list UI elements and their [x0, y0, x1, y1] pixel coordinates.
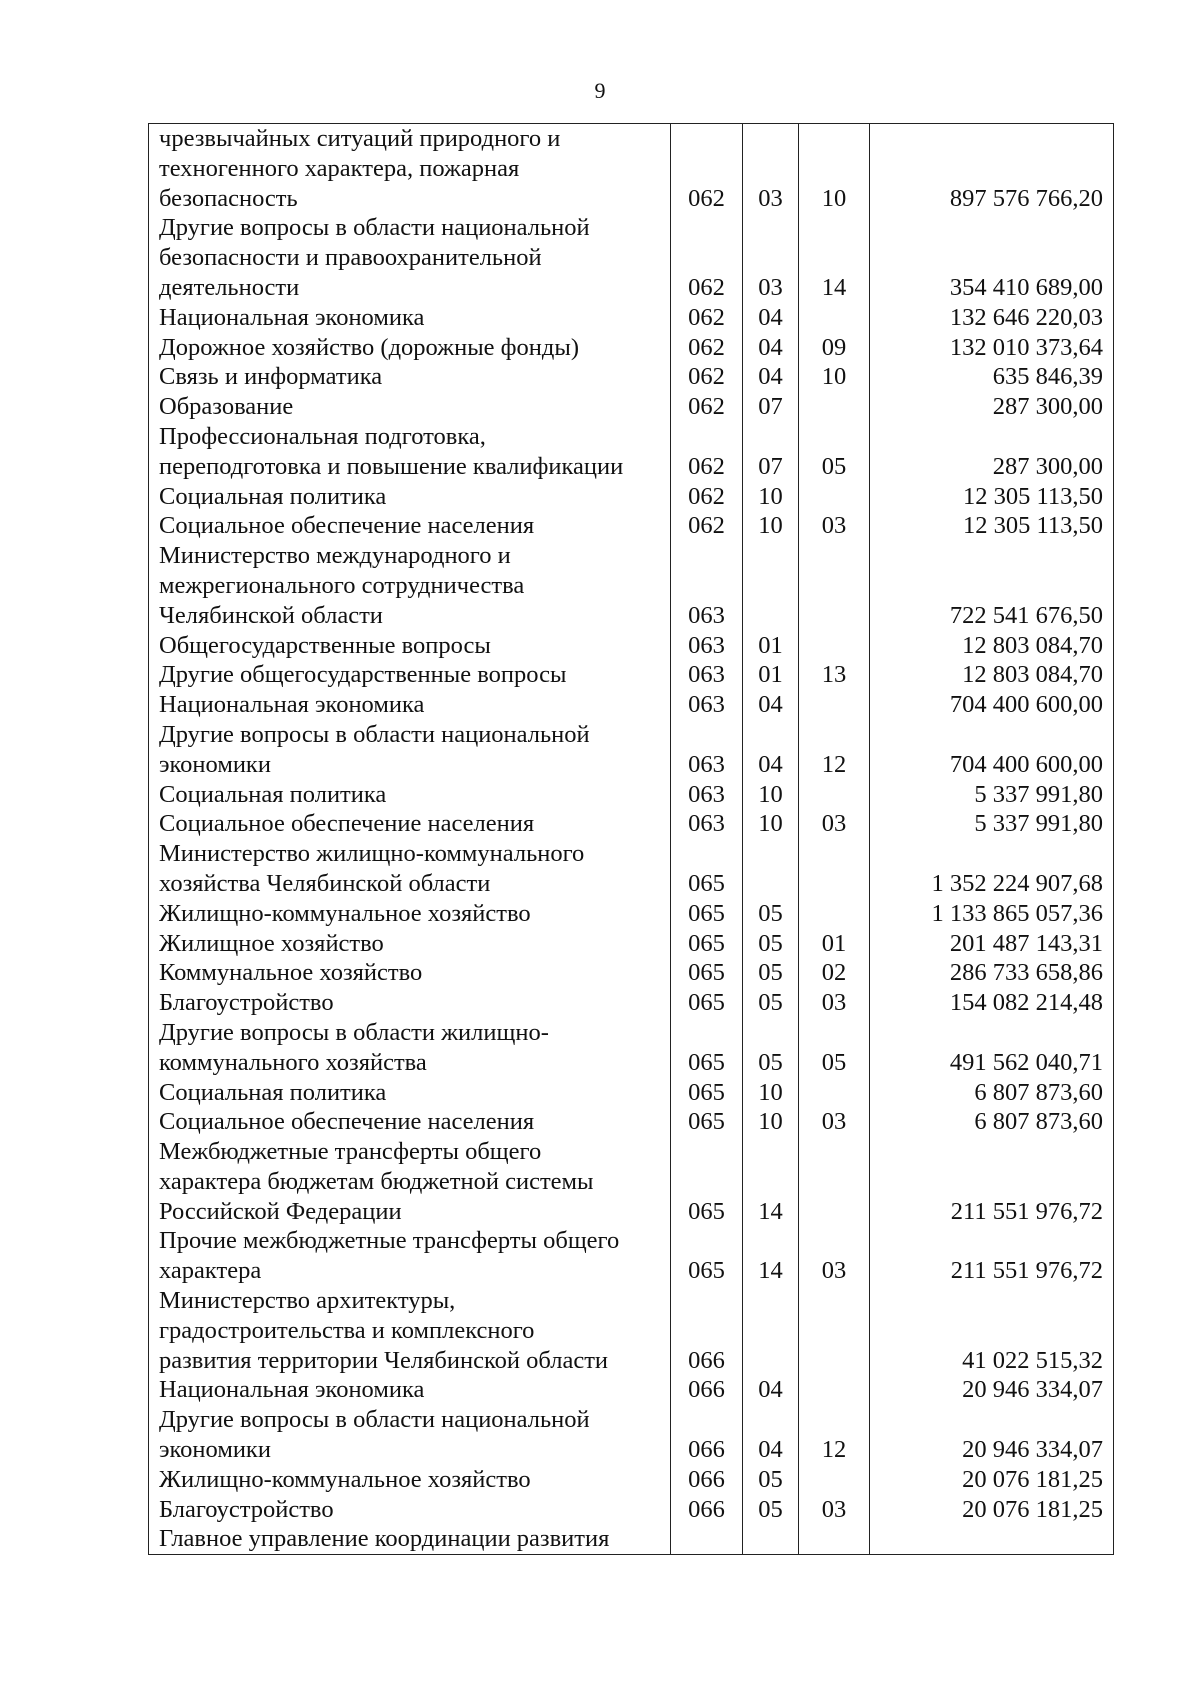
row-name-line: безопасности и правоохранительной: [159, 244, 542, 272]
row-code-cell: 065: [671, 958, 743, 988]
row-amount-cell: 722 541 676,50: [870, 541, 1114, 630]
row-name-line: Министерство архитектуры,: [159, 1287, 456, 1315]
table-row: [149, 1286, 1114, 1375]
table-row: [149, 780, 1114, 810]
row-section-cell: 05: [743, 958, 799, 988]
row-amount-cell: 154 082 214,48: [870, 988, 1114, 1018]
table-row: [149, 362, 1114, 392]
row-name-cell: [149, 541, 671, 630]
row-section-cell: 05: [743, 988, 799, 1018]
row-subsection-cell: [799, 899, 870, 929]
row-section-cell: 01: [743, 660, 799, 690]
row-name-line: Главное управление координации развития: [159, 1525, 610, 1553]
table-row: [149, 511, 1114, 541]
row-name-cell: [149, 780, 671, 810]
table-row: [149, 422, 1114, 482]
table-row: [149, 1375, 1114, 1405]
row-section-cell: 05: [743, 1465, 799, 1495]
table-row: [149, 303, 1114, 333]
row-name-cell: [149, 660, 671, 690]
row-name-cell: [149, 1286, 671, 1375]
row-name-cell: [149, 929, 671, 959]
row-name-line: экономики: [159, 750, 271, 778]
row-subsection-cell: [799, 780, 870, 810]
row-name-line: Социальное обеспечение населения: [159, 512, 535, 540]
row-name-line: Другие вопросы в области жилищно-: [159, 1018, 549, 1046]
row-amount-cell: 287 300,00: [870, 392, 1114, 422]
row-name-line: межрегионального сотрудничества: [159, 571, 525, 599]
row-name-cell: [149, 392, 671, 422]
row-code-cell: 063: [671, 541, 743, 630]
row-section-cell: [743, 541, 799, 630]
row-subsection-cell: [799, 1524, 870, 1554]
row-subsection-cell: 03: [799, 988, 870, 1018]
row-amount-cell: 41 022 515,32: [870, 1286, 1114, 1375]
row-section-cell: 04: [743, 1375, 799, 1405]
row-section-cell: 03: [743, 213, 799, 302]
row-subsection-cell: 03: [799, 1107, 870, 1137]
row-name-line: Другие вопросы в области национальной: [159, 214, 590, 242]
row-section-cell: 04: [743, 720, 799, 780]
row-name-line: Связь и информатика: [159, 363, 383, 391]
row-name-line: Благоустройство: [159, 1495, 334, 1523]
row-amount-cell: 20 946 334,07: [870, 1375, 1114, 1405]
row-section-cell: [743, 1524, 799, 1554]
row-amount-cell: 491 562 040,71: [870, 1018, 1114, 1078]
row-name-cell: [149, 124, 671, 214]
row-amount-cell: 1 133 865 057,36: [870, 899, 1114, 929]
row-name-cell: [149, 303, 671, 333]
row-name-line: Межбюджетные трансферты общего: [159, 1138, 542, 1166]
table-row: [149, 124, 1114, 214]
row-name-cell: [149, 422, 671, 482]
row-section-cell: 05: [743, 899, 799, 929]
row-subsection-cell: 05: [799, 422, 870, 482]
row-name-cell: [149, 1405, 671, 1465]
row-name-line: деятельности: [159, 273, 300, 301]
row-name-line: переподготовка и повышение квалификации: [159, 452, 624, 480]
row-amount-cell: 132 010 373,64: [870, 333, 1114, 363]
table-row: [149, 988, 1114, 1018]
row-code-cell: 062: [671, 213, 743, 302]
row-section-cell: 01: [743, 631, 799, 661]
row-amount-cell: 1 352 224 907,68: [870, 839, 1114, 899]
row-amount-cell: 704 400 600,00: [870, 690, 1114, 720]
row-name-cell: [149, 1078, 671, 1108]
table-row: [149, 1465, 1114, 1495]
table-row: [149, 482, 1114, 512]
row-section-cell: 14: [743, 1137, 799, 1226]
row-section-cell: 14: [743, 1226, 799, 1286]
row-name-cell: [149, 988, 671, 1018]
row-subsection-cell: [799, 1137, 870, 1226]
row-code-cell: 065: [671, 1078, 743, 1108]
row-section-cell: [743, 1286, 799, 1375]
row-amount-cell: 132 646 220,03: [870, 303, 1114, 333]
row-section-cell: 04: [743, 333, 799, 363]
row-name-line: Жилищное хозяйство: [159, 929, 384, 957]
row-subsection-cell: 10: [799, 124, 870, 214]
row-code-cell: 066: [671, 1465, 743, 1495]
row-subsection-cell: [799, 1465, 870, 1495]
row-name-cell: [149, 482, 671, 512]
row-name-line: Министерство международного и: [159, 542, 511, 570]
row-name-line: Министерство жилищно-коммунального: [159, 840, 585, 868]
table-row: [149, 333, 1114, 363]
row-amount-cell: 20 946 334,07: [870, 1405, 1114, 1465]
table-row: [149, 1226, 1114, 1286]
row-name-cell: [149, 362, 671, 392]
row-code-cell: 063: [671, 780, 743, 810]
row-subsection-cell: [799, 1286, 870, 1375]
row-code-cell: 066: [671, 1405, 743, 1465]
row-amount-cell: 211 551 976,72: [870, 1226, 1114, 1286]
row-code-cell: 063: [671, 809, 743, 839]
row-subsection-cell: 10: [799, 362, 870, 392]
row-amount-cell: 635 846,39: [870, 362, 1114, 392]
row-code-cell: 065: [671, 1226, 743, 1286]
row-name-cell: [149, 809, 671, 839]
row-name-line: градостроительства и комплексного: [159, 1316, 535, 1344]
row-name-line: Социальная политика: [159, 1078, 387, 1106]
row-code-cell: 062: [671, 303, 743, 333]
row-section-cell: 10: [743, 482, 799, 512]
row-name-line: экономики: [159, 1436, 271, 1464]
row-name-line: Социальная политика: [159, 482, 387, 510]
row-amount-cell: 12 803 084,70: [870, 660, 1114, 690]
row-code-cell: 065: [671, 988, 743, 1018]
table-row: [149, 1018, 1114, 1078]
row-subsection-cell: [799, 1078, 870, 1108]
row-section-cell: [743, 839, 799, 899]
row-name-cell: [149, 690, 671, 720]
row-subsection-cell: 14: [799, 213, 870, 302]
row-subsection-cell: 03: [799, 809, 870, 839]
row-name-line: Социальное обеспечение населения: [159, 1108, 535, 1136]
row-name-cell: [149, 1495, 671, 1525]
row-subsection-cell: [799, 1375, 870, 1405]
row-section-cell: 05: [743, 1495, 799, 1525]
row-subsection-cell: 05: [799, 1018, 870, 1078]
row-amount-cell: 704 400 600,00: [870, 720, 1114, 780]
row-name-line: Национальная экономика: [159, 303, 425, 331]
row-code-cell: 062: [671, 422, 743, 482]
row-section-cell: 10: [743, 1107, 799, 1137]
row-section-cell: 10: [743, 809, 799, 839]
row-section-cell: 04: [743, 362, 799, 392]
row-name-line: развития территории Челябинской области: [159, 1346, 609, 1374]
row-subsection-cell: 09: [799, 333, 870, 363]
row-subsection-cell: 02: [799, 958, 870, 988]
row-amount-cell: 12 803 084,70: [870, 631, 1114, 661]
row-name-cell: [149, 1137, 671, 1226]
row-code-cell: 062: [671, 333, 743, 363]
row-subsection-cell: [799, 482, 870, 512]
table-row: [149, 929, 1114, 959]
row-name-cell: [149, 899, 671, 929]
row-subsection-cell: 03: [799, 1495, 870, 1525]
row-name-line: характера бюджетам бюджетной системы: [159, 1167, 594, 1195]
row-code-cell: 065: [671, 839, 743, 899]
row-name-line: Жилищно-коммунальное хозяйство: [159, 1465, 531, 1493]
row-subsection-cell: 12: [799, 720, 870, 780]
table-row: [149, 720, 1114, 780]
row-name-cell: [149, 1524, 671, 1554]
row-name-line: Социальная политика: [159, 780, 387, 808]
row-code-cell: [671, 1524, 743, 1554]
row-subsection-cell: [799, 839, 870, 899]
row-name-line: Другие вопросы в области национальной: [159, 1406, 590, 1434]
row-code-cell: 062: [671, 482, 743, 512]
table-row: [149, 690, 1114, 720]
row-name-cell: [149, 1226, 671, 1286]
row-subsection-cell: 12: [799, 1405, 870, 1465]
row-code-cell: 066: [671, 1375, 743, 1405]
row-name-line: Профессиональная подготовка,: [159, 422, 486, 450]
table-row: [149, 213, 1114, 302]
row-subsection-cell: [799, 690, 870, 720]
row-name-cell: [149, 333, 671, 363]
row-name-cell: [149, 511, 671, 541]
row-section-cell: 07: [743, 422, 799, 482]
row-name-line: техногенного характера, пожарная: [159, 154, 520, 182]
row-section-cell: 04: [743, 1405, 799, 1465]
row-amount-cell: 6 807 873,60: [870, 1078, 1114, 1108]
row-code-cell: 066: [671, 1286, 743, 1375]
row-section-cell: 10: [743, 1078, 799, 1108]
row-subsection-cell: 13: [799, 660, 870, 690]
row-code-cell: 066: [671, 1495, 743, 1525]
row-name-line: Социальное обеспечение населения: [159, 810, 535, 838]
table-row: [149, 1524, 1114, 1554]
row-amount-cell: 20 076 181,25: [870, 1495, 1114, 1525]
row-name-cell: [149, 958, 671, 988]
row-section-cell: 05: [743, 1018, 799, 1078]
row-name-line: Коммунальное хозяйство: [159, 959, 423, 987]
row-subsection-cell: [799, 631, 870, 661]
table-row: [149, 1078, 1114, 1108]
table-row: [149, 899, 1114, 929]
row-subsection-cell: 03: [799, 1226, 870, 1286]
row-subsection-cell: 01: [799, 929, 870, 959]
row-code-cell: 062: [671, 392, 743, 422]
table-body: [149, 124, 1114, 1555]
row-name-line: хозяйства Челябинской области: [159, 869, 491, 897]
row-amount-cell: 5 337 991,80: [870, 809, 1114, 839]
row-amount-cell: 6 807 873,60: [870, 1107, 1114, 1137]
row-name-cell: [149, 1107, 671, 1137]
table-row: [149, 631, 1114, 661]
row-amount-cell: 211 551 976,72: [870, 1137, 1114, 1226]
row-code-cell: 063: [671, 660, 743, 690]
row-name-line: Национальная экономика: [159, 691, 425, 719]
row-code-cell: 065: [671, 929, 743, 959]
row-name-cell: [149, 1018, 671, 1078]
row-code-cell: 063: [671, 631, 743, 661]
row-code-cell: 065: [671, 1107, 743, 1137]
row-subsection-cell: [799, 541, 870, 630]
row-name-cell: [149, 839, 671, 899]
row-amount-cell: 897 576 766,20: [870, 124, 1114, 214]
row-code-cell: 062: [671, 362, 743, 392]
row-code-cell: 063: [671, 720, 743, 780]
row-name-line: Образование: [159, 393, 294, 421]
row-name-cell: [149, 631, 671, 661]
table-row: [149, 1405, 1114, 1465]
row-name-cell: [149, 720, 671, 780]
row-name-line: Национальная экономика: [159, 1376, 425, 1404]
budget-table: [148, 123, 1114, 1555]
row-name-line: Челябинской области: [159, 601, 383, 629]
row-amount-cell: 201 487 143,31: [870, 929, 1114, 959]
row-section-cell: 05: [743, 929, 799, 959]
row-amount-cell: 12 305 113,50: [870, 482, 1114, 512]
table-row: [149, 1107, 1114, 1137]
row-name-line: Общегосударственные вопросы: [159, 631, 491, 659]
row-name-line: Другие вопросы в области национальной: [159, 720, 590, 748]
row-amount-cell: 20 076 181,25: [870, 1465, 1114, 1495]
table-row: [149, 839, 1114, 899]
row-amount-cell: 354 410 689,00: [870, 213, 1114, 302]
row-name-line: чрезвычайных ситуаций природного и: [159, 125, 561, 152]
row-name-line: Дорожное хозяйство (дорожные фонды): [159, 333, 580, 361]
table-row: [149, 660, 1114, 690]
row-name-line: характера: [159, 1257, 262, 1285]
row-section-cell: 10: [743, 511, 799, 541]
table-row: [149, 958, 1114, 988]
row-section-cell: 03: [743, 124, 799, 214]
row-name-cell: [149, 213, 671, 302]
row-name-line: коммунального хозяйства: [159, 1048, 427, 1076]
row-subsection-cell: 03: [799, 511, 870, 541]
row-name-line: Российской Федерации: [159, 1197, 402, 1225]
row-subsection-cell: [799, 392, 870, 422]
row-code-cell: 065: [671, 1137, 743, 1226]
row-name-cell: [149, 1465, 671, 1495]
row-code-cell: 062: [671, 124, 743, 214]
row-section-cell: 04: [743, 303, 799, 333]
row-amount-cell: 12 305 113,50: [870, 511, 1114, 541]
row-section-cell: 10: [743, 780, 799, 810]
row-subsection-cell: [799, 303, 870, 333]
row-name-line: безопасность: [159, 184, 298, 212]
row-amount-cell: [870, 1524, 1114, 1554]
row-section-cell: 07: [743, 392, 799, 422]
row-code-cell: 063: [671, 690, 743, 720]
row-name-cell: [149, 1375, 671, 1405]
row-code-cell: 065: [671, 1018, 743, 1078]
row-code-cell: 062: [671, 511, 743, 541]
page-number: 9: [594, 78, 606, 103]
table-row: [149, 392, 1114, 422]
table-row: [149, 1137, 1114, 1226]
row-amount-cell: 5 337 991,80: [870, 780, 1114, 810]
row-code-cell: 065: [671, 899, 743, 929]
row-section-cell: 04: [743, 690, 799, 720]
row-name-line: Другие общегосударственные вопросы: [159, 661, 567, 689]
row-amount-cell: 287 300,00: [870, 422, 1114, 482]
row-amount-cell: 286 733 658,86: [870, 958, 1114, 988]
table-row: [149, 809, 1114, 839]
row-name-line: Жилищно-коммунальное хозяйство: [159, 899, 531, 927]
row-name-line: Прочие межбюджетные трансферты общего: [159, 1227, 620, 1255]
table-row: [149, 1495, 1114, 1525]
row-name-line: Благоустройство: [159, 989, 334, 1017]
table-row: [149, 541, 1114, 630]
